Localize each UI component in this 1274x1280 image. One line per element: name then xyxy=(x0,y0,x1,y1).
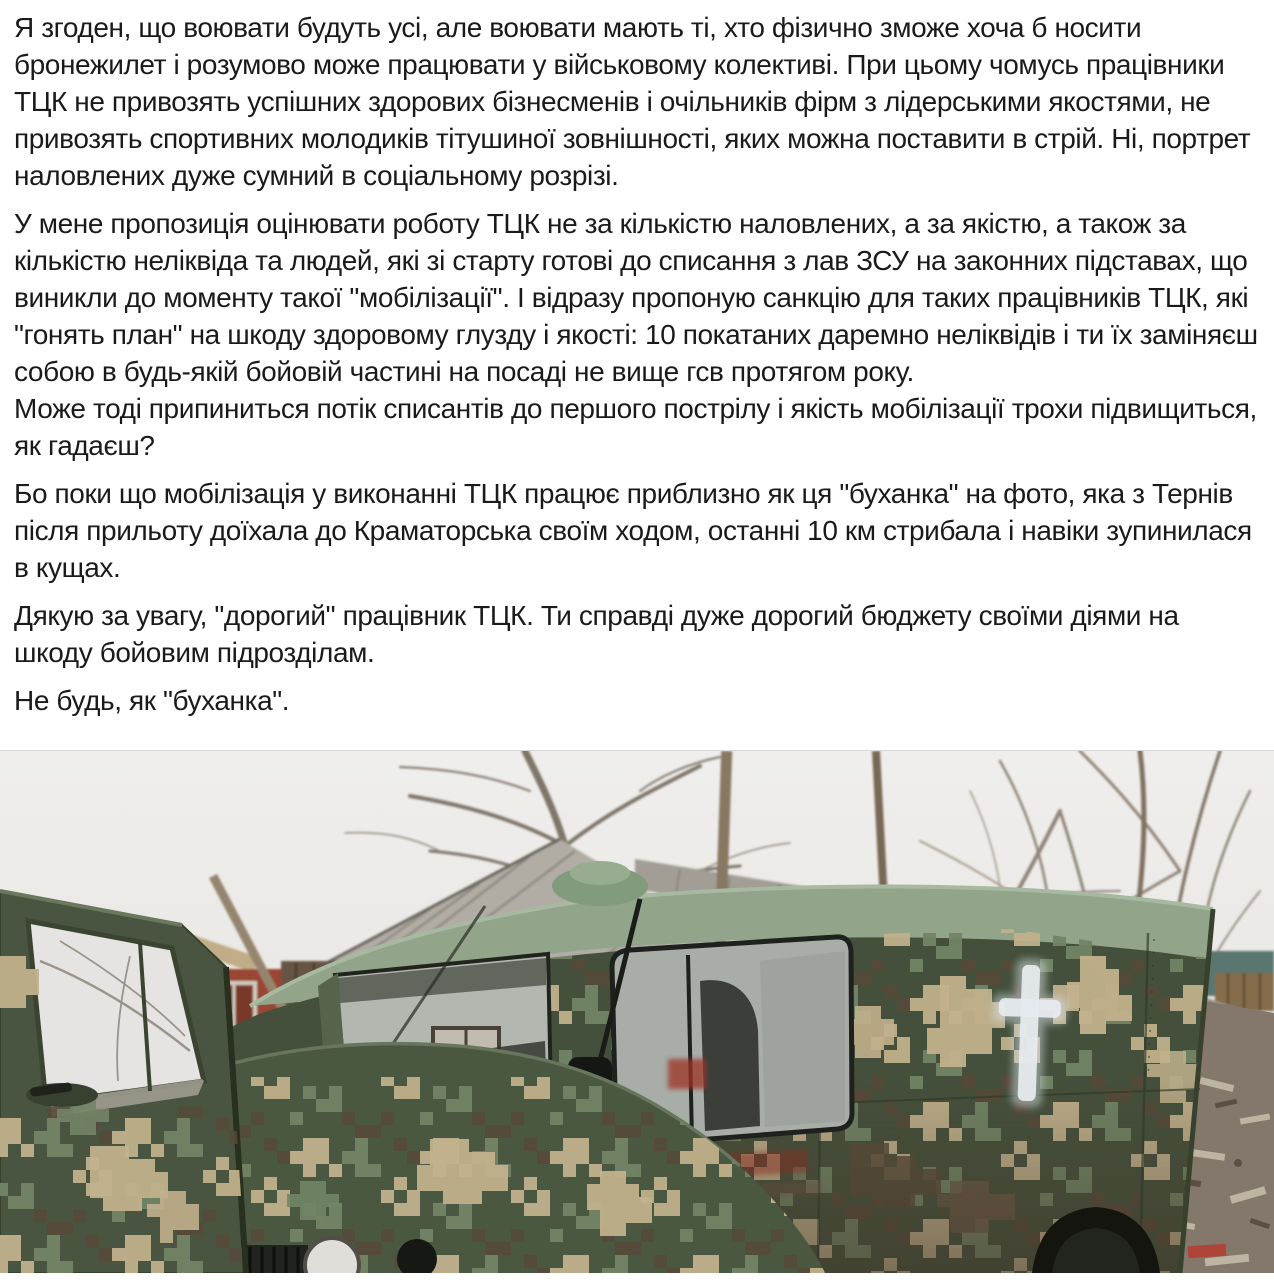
paragraph-4 xyxy=(14,597,1258,671)
paragraph-2 xyxy=(14,205,1258,464)
paragraph-1-text: Я згоден, що воювати будуть усі, але воювати мають ті, хто фізично зможе хоча б носити бронежилет і розумово може працювати у військовому колективі. При цьому чомусь працівники ТЦК не привозять успішних здорових бізнесменів і очільників фірм з лідерськими якостями, не привозять спортивних молодиків тітушиної зовнішності, яких можна поставити в стрій. Ні, портрет наловлених дуже сумний в соціальному розрізі. xyxy=(14,12,1251,191)
paragraph-2-text-a: У мене пропозиція оцінювати роботу ТЦК не за кількістю наловлених, а за якістю, а також за кількістю неліквіда та людей, які зі старту готові до списання з лав ЗСУ на законних підставах, що виникли до моменту такої "мобілізації". І відразу пропоную санкцію для таких працівників ТЦК, які "гонять план" на шкоду здоровому глузду і якості: 10 покатаних даремно неліквідів і ти їх заміняєш собою в будь-якій бойовій частині на посаді не вище гсв протягом року. xyxy=(14,208,1258,387)
paragraph-1 xyxy=(14,9,1258,194)
paragraph-3-text: Бо поки що мобілізація у виконанні ТЦК працює приблизно як ця "буханка" на фото, яка з Тернів після прильоту доїхала до Краматорська своїм ходом, останні 10 км стрибала і навіки зупинилася в кущах. xyxy=(14,478,1252,583)
paragraph-2-text-b: Може тоді припиниться потік списантів до першого пострілу і якість мобілізації трохи підвищиться, як гадаєш? xyxy=(14,393,1257,461)
photo-vignette xyxy=(0,751,1274,1273)
paragraph-3 xyxy=(14,475,1258,586)
paragraph-5-text: Не будь, як "буханка". xyxy=(14,685,290,716)
post-photo-bukhanka-van[interactable] xyxy=(0,750,1274,1273)
paragraph-4-text: Дякую за увагу, "дорогий" працівник ТЦК. Ти справді дуже дорогий бюджету своїми діями на шкоду бойовим підрозділам. xyxy=(14,600,1179,668)
paragraph-5 xyxy=(14,682,1258,719)
